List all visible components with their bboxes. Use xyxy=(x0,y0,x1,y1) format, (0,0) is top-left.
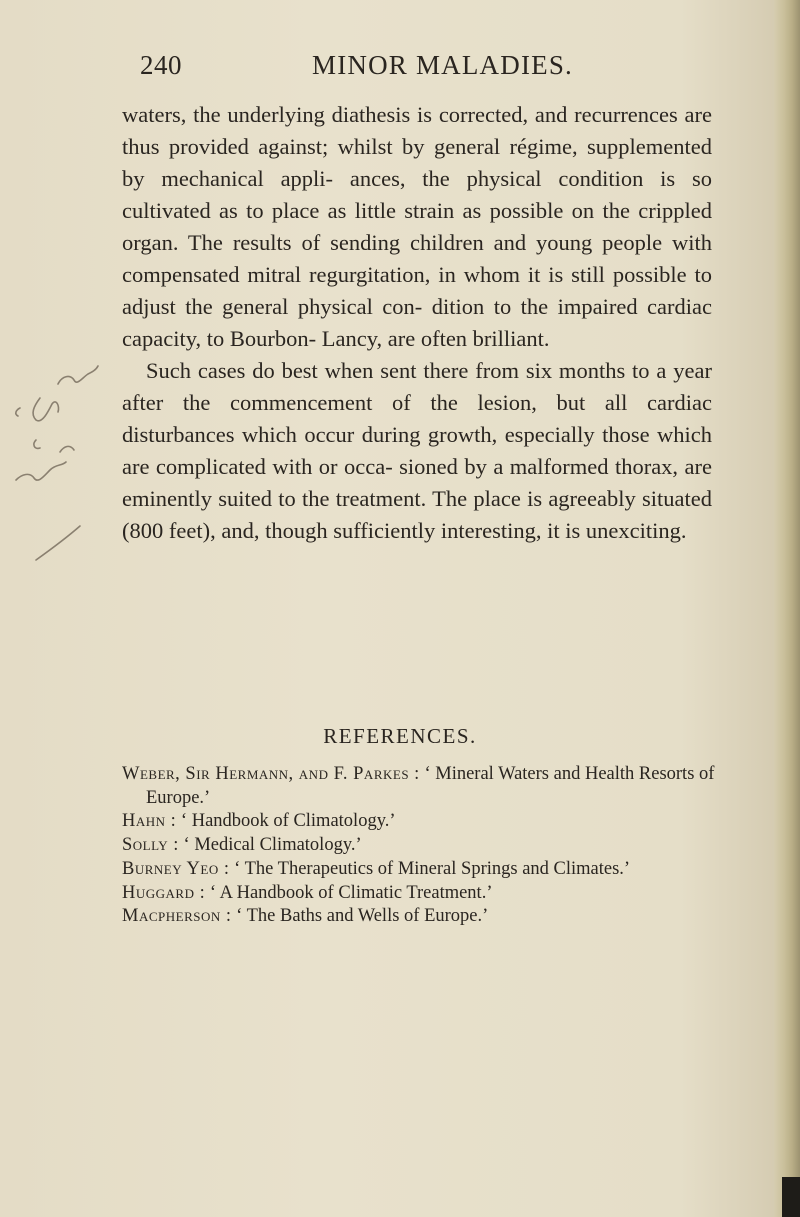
reference-title: ‘ Medical Climatology.’ xyxy=(183,835,362,856)
reference-title: ‘ A Handbook of Climatic Treatment.’ xyxy=(209,882,493,903)
reference-item xyxy=(122,858,722,882)
reference-author: Weber, Sir Hermann, and F. Parkes : xyxy=(122,764,420,784)
reference-author: Hahn : xyxy=(122,811,177,832)
reference-author: Burney Yeo : xyxy=(122,858,230,879)
paragraph-2: Such cases do best when sent there from six months to a year after the commencement of the lesion, but all cardiac disturbances which occur during growth, especially those which are complicated with or occa- sioned by a malformed thorax, are eminently suited to the treatment. The place is agreeably situated (800 feet), and, though sufficiently interesting, it is unexciting. xyxy=(122,358,712,543)
page-corner-dark xyxy=(782,1177,800,1217)
reference-title: ‘ Handbook of Climatology.’ xyxy=(180,811,396,832)
references-heading: REFERENCES. xyxy=(323,724,477,748)
reference-title: ‘ Mineral Waters and Health Resorts of Europe.’ xyxy=(146,764,715,808)
paragraph-1: waters, the underlying diathesis is corrected, and recurrences are thus provided against; whilst by general régime, supplemented by mechanical appli- ances, the physical condition is so cultivated as to place as little strain as possible on the crippled organ. The results of sending children and young people with compensated mitral regurgitation, in whom it is still possible to adjust the general physical con- dition to the impaired cardiac capacity, to Bourbon- Lancy, are often brilliant. xyxy=(122,102,712,351)
page-header xyxy=(0,50,800,86)
reference-author: Macpherson : xyxy=(122,906,232,927)
pencil-annotation-icon xyxy=(0,350,130,570)
reference-item xyxy=(122,763,722,810)
reference-item xyxy=(122,810,722,834)
reference-title: ‘ The Baths and Wells of Europe.’ xyxy=(236,906,489,927)
page-edge-shadow xyxy=(774,0,800,1217)
reference-item xyxy=(122,905,722,929)
reference-item xyxy=(122,834,722,858)
running-title: MINOR MALADIES. xyxy=(312,50,573,80)
body-text xyxy=(122,99,712,547)
reference-author: Huggard : xyxy=(122,882,206,903)
reference-item xyxy=(122,882,722,906)
references-list xyxy=(122,763,722,929)
reference-title: ‘ The Therapeutics of Mineral Springs and Climates.’ xyxy=(234,858,631,879)
page-number: 240 xyxy=(140,50,182,80)
reference-author: Solly : xyxy=(122,835,179,856)
